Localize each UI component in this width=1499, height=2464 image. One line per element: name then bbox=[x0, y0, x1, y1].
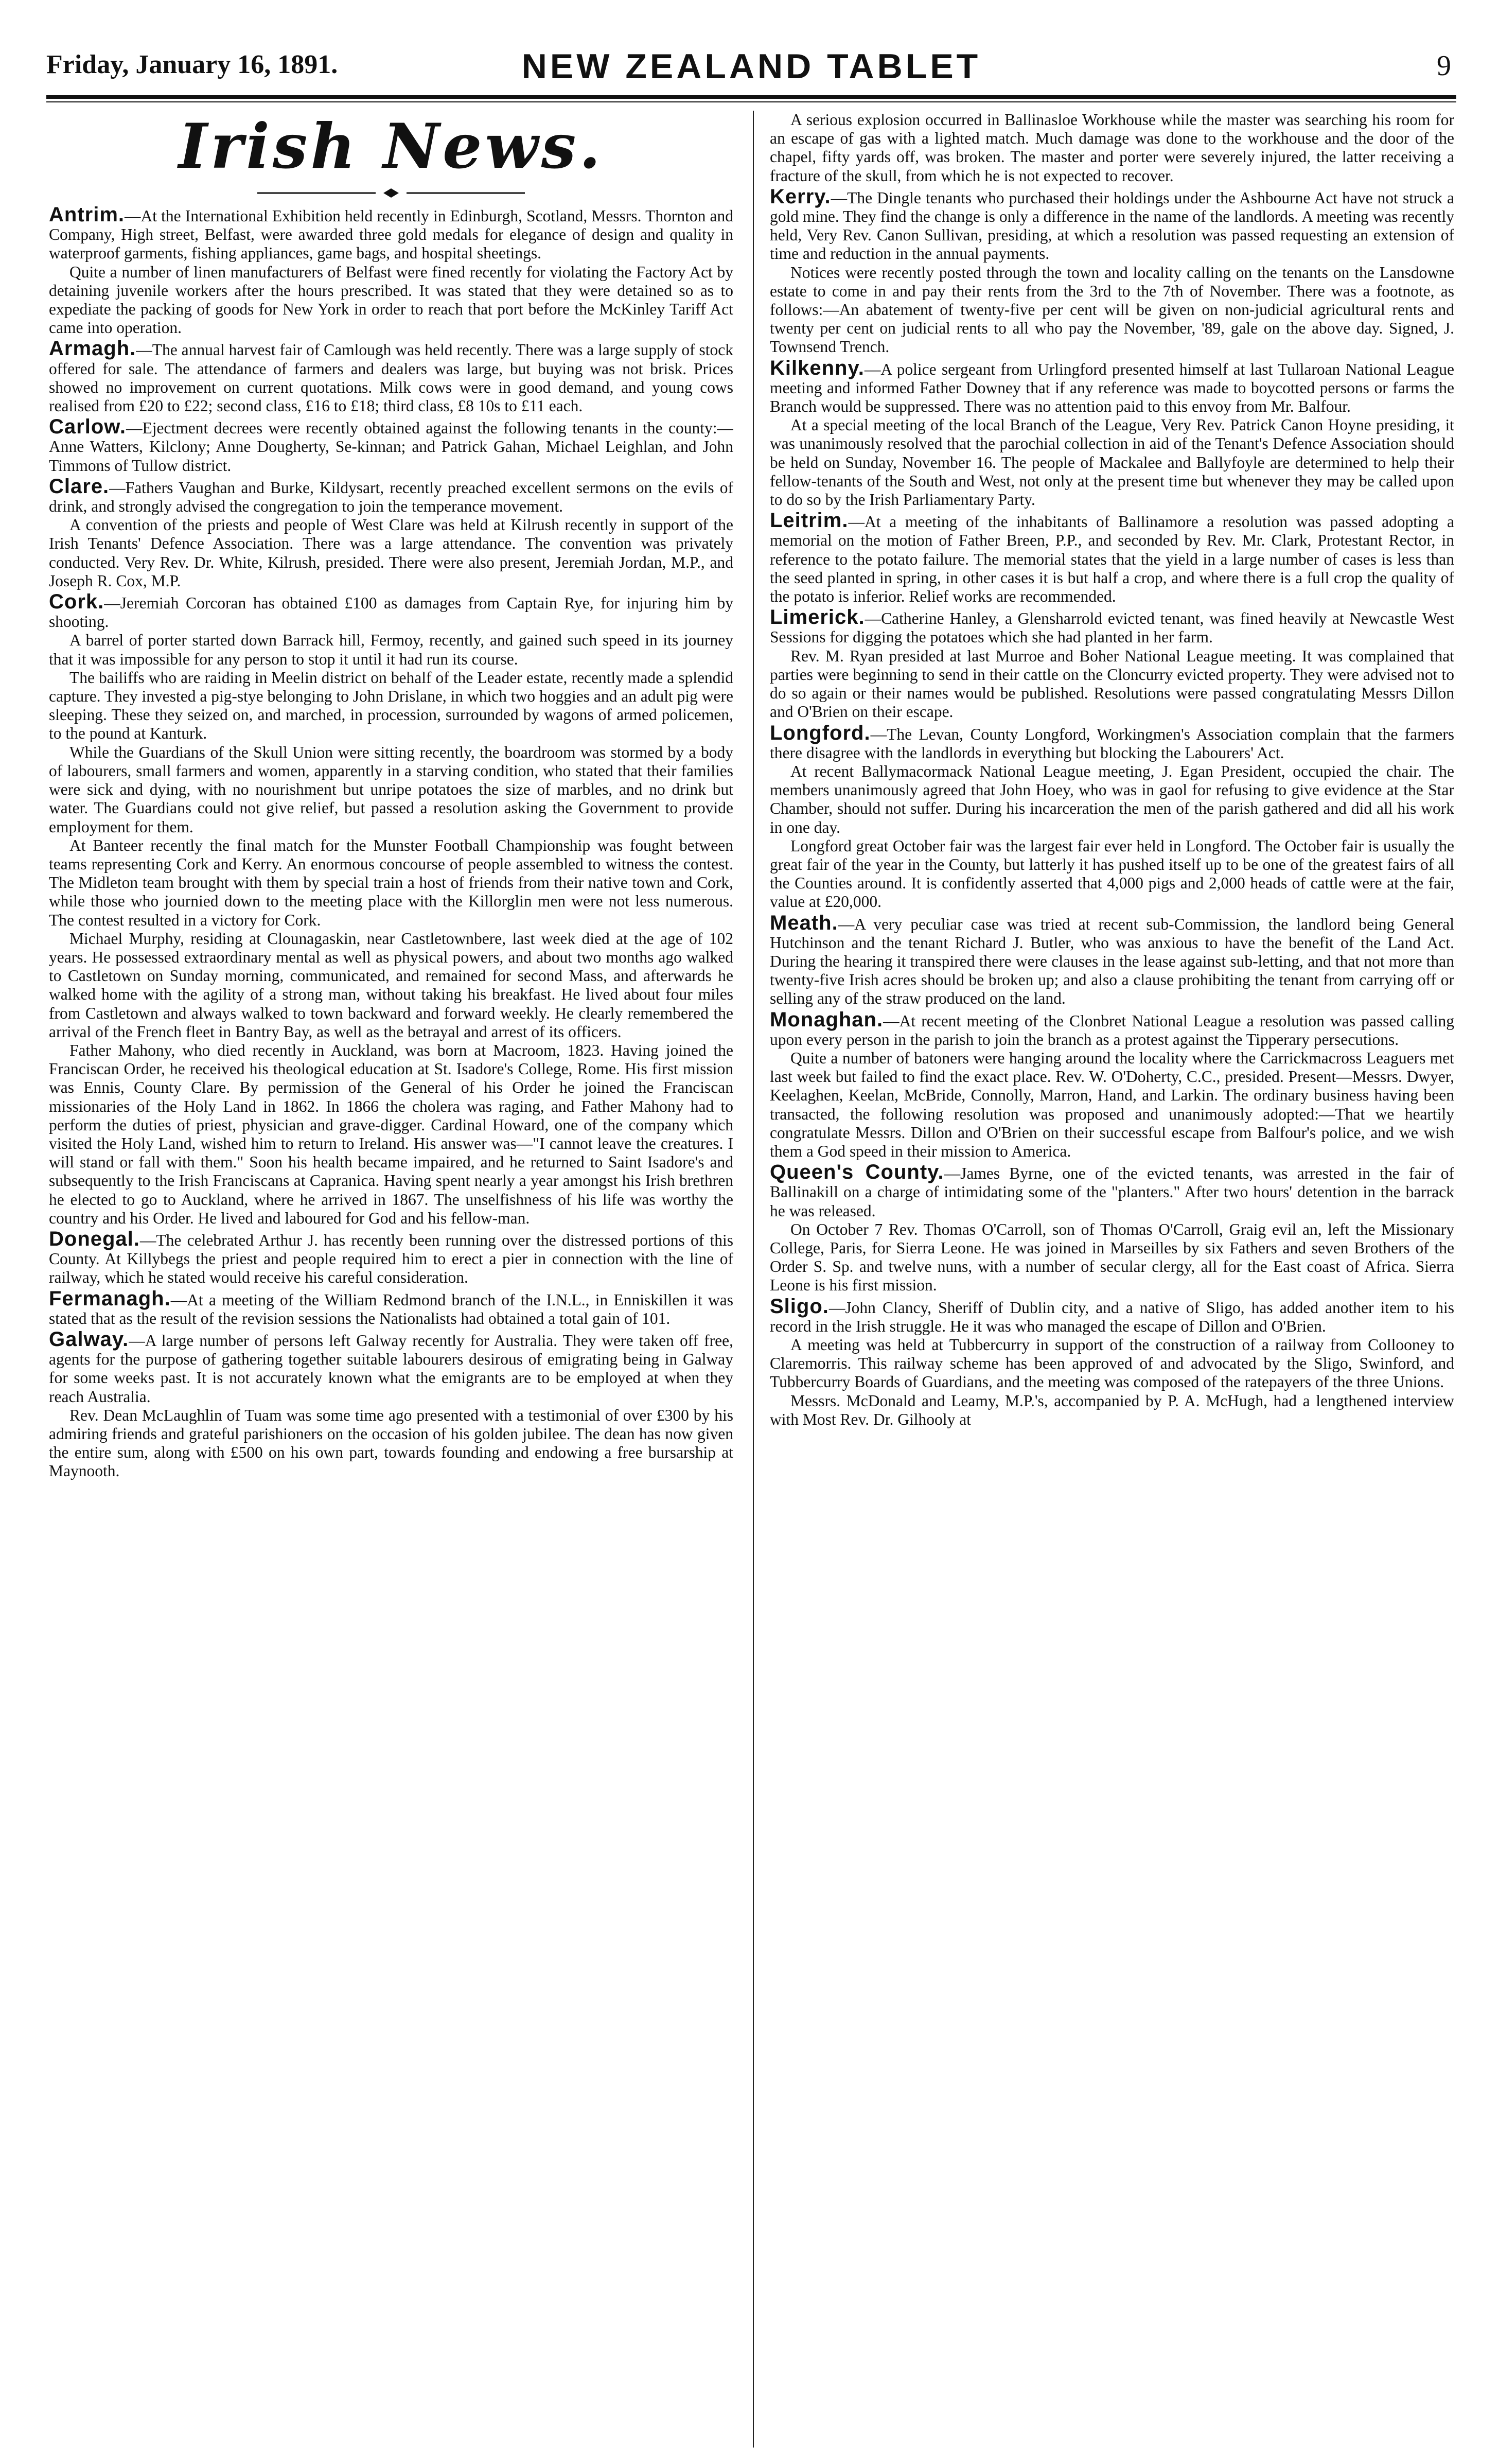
county-heading: Galway. bbox=[49, 1327, 129, 1351]
news-paragraph: Quite a number of linen manufacturers of Belfast were fined recently for violating the Factory Act by detaining juvenile workers after the hours prescribed. It was stated that they were detained so as to expediate the packing of goods for New York in order to reach that port before the McKinley Tariff Act came into operation. bbox=[49, 263, 733, 337]
news-item-lead bbox=[770, 911, 1454, 1008]
news-item-lead bbox=[49, 339, 733, 415]
news-item-lead bbox=[49, 417, 733, 475]
news-item bbox=[770, 608, 1454, 721]
news-item bbox=[49, 1289, 733, 1328]
column-divider bbox=[753, 111, 754, 2448]
news-item-lead bbox=[770, 356, 1454, 416]
news-lead-text: —Ejectment decrees were recently obtained against the following tenants in the county:—Anne Watters, Kilclony; Anne Dougherty, Se-kinnan; and Patrick Gahan, Michael Leighlan, and John Timmons of Tullow district. bbox=[49, 419, 733, 475]
county-heading: Longford. bbox=[770, 721, 871, 744]
news-item bbox=[49, 592, 733, 1228]
county-heading: Carlow. bbox=[49, 415, 126, 439]
news-item bbox=[49, 205, 733, 337]
county-heading: Antrim. bbox=[49, 203, 125, 226]
county-heading: Queen's County. bbox=[770, 1161, 944, 1184]
column-right bbox=[770, 111, 1454, 2442]
county-heading: Limerick. bbox=[770, 606, 865, 629]
news-lead-text: —At the International Exhibition held recently in Edinburgh, Scotland, Messrs. Thornton and Company, High street, Belfast, were awarded three gold medals for elegance of design and quality in waterproof garments, fishing appliances, game bags, and hospital sheetings. bbox=[49, 207, 733, 263]
column-left bbox=[49, 111, 733, 2442]
news-paragraph: Michael Murphy, residing at Clounagaskin, near Castletownbere, last week died at the age of 102 years. He possessed extraordinary mental as well as physical powers, and about two months ago walked to Castletown on Sunday morning, communicated, and remained for second Mass, and afterwards he walked home with the agility of a strong man, without taking his breakfast. He lived about four miles from Castletown and always walked to town backward and forward weekly. He clearly remembered the arrival of the French fleet in Bantry Bay, as well as the betrayal and arrest of its officers. bbox=[49, 929, 733, 1041]
news-item bbox=[770, 187, 1454, 357]
news-item bbox=[49, 339, 733, 415]
county-heading: Monaghan. bbox=[770, 1008, 884, 1031]
news-lead-text: —The annual harvest fair of Camlough was held recently. There was a large supply of stock offered for sale. The attendance of farmers and dealers was large, but buying was not brisk. Prices showed no improvement on current quotations. Milk cows were in good demand, and young cows realised from £20 to £22; second class, £16 to £18; third class, £8 10s to £11 each. bbox=[49, 341, 733, 415]
header-rule-thick bbox=[46, 95, 1456, 99]
news-lead-text: —Fathers Vaughan and Burke, Kildysart, recently preached excellent sermons on the evils of drink, and strongly advised the congregation to join the temperance movement. bbox=[49, 478, 733, 516]
news-item bbox=[770, 356, 1454, 510]
county-heading: Armagh. bbox=[49, 337, 136, 360]
news-item bbox=[770, 111, 1454, 185]
news-item-lead bbox=[49, 1227, 733, 1287]
news-paragraph: While the Guardians of the Skull Union were sitting recently, the boardroom was stormed by a body of labourers, small farmers and women, apparently in a starving condition, who stated that their families were sick and dying, with no nourishment but unripe potatoes the size of marbles, and no drink but water. The Guardians could not give relief, but passed a resolution asking the Government to provide employment for them. bbox=[49, 743, 733, 836]
news-lead-text: —The Levan, County Longford, Workingmen's Association complain that the farmers there disagree with the landlords in everything but blocking the Labourers' Act. bbox=[770, 725, 1454, 762]
news-item-lead bbox=[49, 1289, 733, 1328]
county-heading: Fermanagh. bbox=[49, 1287, 171, 1310]
news-lead-text: —At a meeting of the inhabitants of Ballinamore a resolution was passed adopting a memorial on the motion of Father Breen, P.P., and seconded by Rev. Mr. Clark, Protestant Rector, in reference to the potato failure. The memorial states that the yield in a large number of cases is less than the seed planted in spring, in other cases it is but half a crop, and where there is a full crop the quality of the potato is inferior. Relief works are recommended. bbox=[770, 513, 1454, 606]
news-lead-text: —Catherine Hanley, a Glensharrold evicted tenant, was fined heavily at Newcastle West Sessions for digging the potatoes which she had planted in her farm. bbox=[770, 609, 1454, 646]
news-paragraph: Rev. M. Ryan presided at last Murroe and Boher National League meeting. It was complained that parties were beginning to send in their cattle on the Cloncurry evicted property. They were advised not to do so again or their names would be published. Resolutions were passed congratulating Messrs Dillon and O'Brien on their escape. bbox=[770, 646, 1454, 721]
news-item bbox=[49, 1327, 733, 1481]
header-rule-thin bbox=[46, 101, 1456, 102]
news-items-left bbox=[49, 205, 733, 1481]
news-lead-text: —At a meeting of the William Redmond branch of the I.N.L., in Enniskillen it was stated that as the result of the revision sessions the Nationalists had obtained a total gain of 101. bbox=[49, 1290, 733, 1327]
page-header bbox=[46, 49, 1456, 90]
news-item-lead bbox=[49, 1327, 733, 1406]
news-paragraph: Father Mahony, who died recently in Auckland, was born at Macroom, 1823. Having joined the Franciscan Order, he received his theological education at St. Isadore's College, Rome. His first mission was Ennis, County Clare. By permission of the General of his Order he joined the Franciscan missionaries of the Holy Land in 1862. In 1866 the cholera was raging, and Father Mahony had to perform the duties of priest, physician and grave-digger. Cardinal Howard, one of the company which visited the Holy Land, wished him to return to Ireland. His answer was—"I cannot leave the creatures. I will stand or fall with them." Soon his health became impaired, and he returned to Saint Isadore's and subsequently to the Irish Franciscans at Capranica. Having spent nearly a year amongst his Irish brethren he elected to go to Auckland, where he arrived in 1867. The unselfishness of his life was worthy the country and his Order. He lived and laboured for God and his fellow-man. bbox=[49, 1041, 733, 1227]
news-paragraph: A barrel of porter started down Barrack hill, Fermoy, recently, and gained such speed in its journey that it was impossible for any person to stop it until it had run its course. bbox=[49, 631, 733, 668]
news-paragraph: Rev. Dean McLaughlin of Tuam was some time ago presented with a testimonial of over £300 by his admiring friends and grateful parishioners on the occasion of his golden jubilee. The dean has now given the entire sum, along with £500 on his own part, towards founding and endowing a free bursarship at Maynooth. bbox=[49, 1406, 733, 1480]
news-item-lead bbox=[49, 592, 733, 631]
county-heading: Cork. bbox=[49, 590, 104, 614]
news-item-lead bbox=[770, 511, 1454, 606]
news-lead-text: —John Clancy, Sheriff of Dublin city, and a native of Sligo, has added another item to his record in the Irish struggle. He it was who managed the escape of Dillon and O'Brien. bbox=[770, 1298, 1454, 1335]
county-heading: Donegal. bbox=[49, 1227, 140, 1250]
county-heading: Leitrim. bbox=[770, 509, 849, 532]
news-item bbox=[770, 911, 1454, 1008]
news-paragraph: On October 7 Rev. Thomas O'Carroll, son of Thomas O'Carroll, Graig evil an, left the Missionary College, Paris, for Sierra Leone. He was joined in Marseilles by six Fathers and seven Brothers of the Order S. Sp. and twelve nuns, with a number of secular clergy, all for the East coast of Africa. Sierra Leone is his first mission. bbox=[770, 1220, 1454, 1295]
news-item-lead bbox=[49, 477, 733, 516]
news-items-right bbox=[770, 111, 1454, 1429]
news-item bbox=[770, 1163, 1454, 1295]
county-heading: Meath. bbox=[770, 911, 838, 934]
news-paragraph: A meeting was held at Tubbercurry in support of the construction of a railway from Collooney to Claremorris. This railway scheme has been approved of and advocated by the Sligo, Swinford, and Tubbercurry Boards of Guardians, and the meeting was composed of the ratepayers of the three Unions. bbox=[770, 1336, 1454, 1391]
news-paragraph: The bailiffs who are raiding in Meelin district on behalf of the Leader estate, recently made a splendid capture. They invested a pig-stye belonging to John Drislane, in which two hoggies and an adult pig were sleeping. These they seized on, and marched, in procession, surrounded by wagons of armed policemen, to the pound at Kanturk. bbox=[49, 668, 733, 743]
news-lead-text: —The celebrated Arthur J. has recently been running over the distressed portions of this County. At Killybegs the priest and people required him to erect a pier in connection with the line of railway, which he stated would receive his careful consideration. bbox=[49, 1231, 733, 1287]
news-paragraph: Quite a number of batoners were hanging around the locality where the Carrickmacross Leaguers met last week but failed to find the exact place. Rev. W. O'Doherty, C.C., presided. Present—Messrs. Dwyer, Keelaghen, Keelan, McBride, Connolly, Marron, Hand, and Larkin. The ordinary business having been transacted, the following resolution was proposed and unanimously adopted:—That we heartily congratulate Messrs. Dillon and O'Brien on their successful escape from Balfour's police, and we wish them a God speed in their mission to America. bbox=[770, 1048, 1454, 1160]
news-item bbox=[770, 721, 1454, 912]
issue-date: Friday, January 16, 1891. bbox=[46, 50, 338, 79]
page-number: 9 bbox=[1437, 50, 1451, 82]
news-item-lead bbox=[770, 187, 1454, 264]
news-item bbox=[49, 417, 733, 475]
county-heading: Clare. bbox=[49, 475, 110, 498]
ornament-divider-icon bbox=[49, 185, 733, 200]
news-item-lead bbox=[770, 721, 1454, 762]
news-lead-text: —A very peculiar case was tried at recent sub-Commission, the landlord being General Hutchinson and the tenant Richard J. Butler, who was anxious to have the benefit of the Land Act. During the hearing it transpired there were clauses in the lease against sub-letting, and that not more than twenty-five Irish acres should be broken up; and also a clause prohibiting the tenant from carrying off or selling any of the straw produced on the land. bbox=[770, 915, 1454, 1008]
news-paragraph: At Banteer recently the final match for the Munster Football Championship was fought between teams representing Cork and Kerry. An enormous concourse of people assembled to witness the contest. The Midleton team brought with them by special train a host of friends from their native town and Cork, while those who journied down to the meeting place with the Killorglin men were not less numerous. The contest resulted in a victory for Cork. bbox=[49, 836, 733, 929]
news-lead-text: —A police sergeant from Urlingford presented himself at last Tullaroan National League meeting and informed Father Downey that if any reference was made to boycotted persons or farms the Branch would be suppressed. There was no attention paid to this envoy from Mr. Balfour. bbox=[770, 360, 1454, 416]
news-paragraph: Notices were recently posted through the town and locality calling on the tenants on the Lansdowne estate to come in and pay their rents from the 3rd to the 7th of November. There was a footnote, as follows:—An abatement of twenty-five per cent will be given on non-judicial agricultural rents and twenty per cent on judicial rents to all who pay the November, '89, gale on the above day. Signed, J. Townsend Trench. bbox=[770, 263, 1454, 356]
news-lead-text: —James Byrne, one of the evicted tenants, was arrested in the fair of Ballinakill on a charge of intimidating some of the "planters." After two hours' detention in the barrack he was released. bbox=[770, 1164, 1454, 1220]
news-lead-text: —A large number of persons left Galway recently for Australia. They were taken off free, agents for the purpose of gathering together suitable labourers desirous of emigrating being in Galway for some weeks past. It is not accurately known what the emigrants are to be employed at when they reach Australia. bbox=[49, 1331, 733, 1406]
news-paragraph: At recent Ballymacormack National League meeting, J. Egan President, occupied the chair. The members unanimously agreed that John Hoey, who was in gaol for refusing to give evidence at the Star Chamber, should not suffer. During his incarceration the men of the parish gathered and did all his work in one day. bbox=[770, 762, 1454, 836]
masthead-title: NEW ZEALAND TABLET bbox=[521, 47, 981, 86]
news-item-lead bbox=[770, 1010, 1454, 1049]
section-title: Irish News. bbox=[178, 111, 604, 183]
news-item-lead bbox=[770, 608, 1454, 646]
news-item-lead bbox=[770, 1297, 1454, 1336]
news-paragraph: A serious explosion occurred in Ballinasloe Workhouse while the master was searching his room for an escape of gas with a lighted match. Much damage was done to the workhouse and the door of the chapel, fifty yards off, was broken. The master and porter were severely injured, the latter receiving a fracture of the skull, from which he is not expected to recover. bbox=[770, 111, 1454, 185]
news-item bbox=[49, 477, 733, 590]
county-heading: Kilkenny. bbox=[770, 356, 865, 379]
news-lead-text: —At recent meeting of the Clonbret National League a resolution was passed calling upon every person in the parish to join the branch as a protest against the Tipperary persecutions. bbox=[770, 1011, 1454, 1048]
news-lead-text: —The Dingle tenants who purchased their holdings under the Ashbourne Act have not struck a gold mine. They find the change is only a difference in the name of the landlords. A meeting was recently held, Very Rev. Canon Sullivan, presiding, at which a resolution was passed requesting an extension of time and reduction in the annual payments. bbox=[770, 188, 1454, 263]
county-heading: Kerry. bbox=[770, 185, 831, 208]
news-item bbox=[49, 1227, 733, 1287]
news-lead-text: —Jeremiah Corcoran has obtained £100 as damages from Captain Rye, for injuring him by shooting. bbox=[49, 594, 733, 631]
news-item bbox=[770, 1010, 1454, 1161]
news-paragraph: Messrs. McDonald and Leamy, M.P.'s, accompanied by P. A. McHugh, had a lengthened interview with Most Rev. Dr. Gilhooly at bbox=[770, 1391, 1454, 1428]
county-heading: Sligo. bbox=[770, 1295, 829, 1318]
news-item-lead bbox=[770, 1163, 1454, 1220]
news-item-lead bbox=[49, 205, 733, 263]
news-item bbox=[770, 511, 1454, 606]
news-paragraph: Longford great October fair was the largest fair ever held in Longford. The October fair is usually the great fair of the year in the County, but latterly it has pushed itself up to be one of the greatest fairs of all the Counties around. It is confidently asserted that 4,000 pigs and 2,000 heads of cattle were at the fair, value at £20,000. bbox=[770, 836, 1454, 911]
news-paragraph: At a special meeting of the local Branch of the League, Very Rev. Patrick Canon Hoyne presiding, it was unanimously resolved that the parochial collection in aid of the Tenant's Defence Association should be held on Sunday, November 16. The people of Mackalee and Ballyfoyle are determined to help their fellow-tenants of the South and West, not only at the present time but whenever they may be called upon to do so by the Irish Parliamentary Party. bbox=[770, 416, 1454, 509]
news-item bbox=[770, 1297, 1454, 1429]
news-paragraph: A convention of the priests and people of West Clare was held at Kilrush recently in support of the Irish Tenants' Defence Association. There was a large attendance. The convention was privately conducted. Very Rev. Dr. White, Kilrush, presided. There were also present, Jeremiah Jordan, M.P., and Joseph R. Cox, M.P. bbox=[49, 516, 733, 590]
